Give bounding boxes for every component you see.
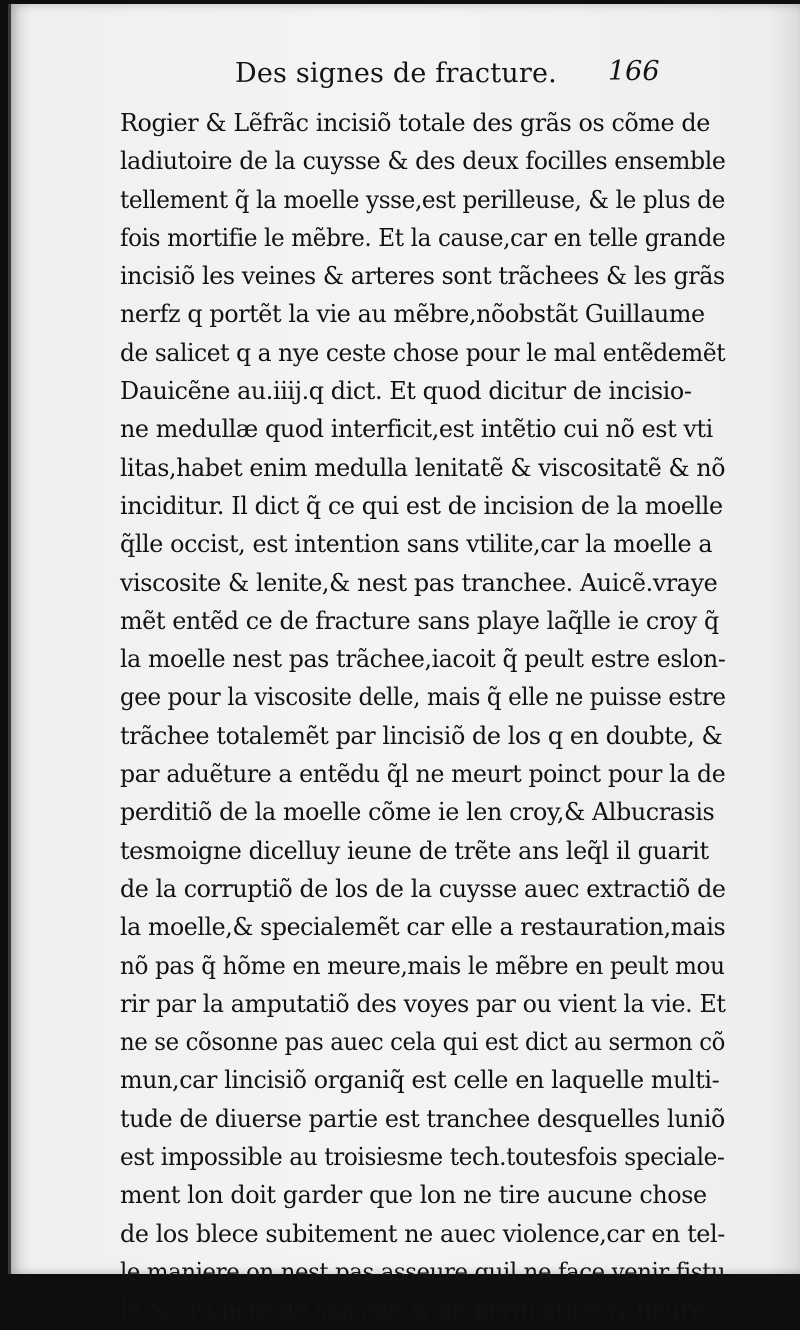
text-line: Rogier & Lẽfrãc incisiõ totale des grãs os cõme de bbox=[120, 109, 710, 137]
text-line: tude de diuerse partie est tranchee desquelles luniõ bbox=[120, 1104, 725, 1133]
text-line: perditiõ de la moelle cõme ie len croy,& Albucrasis bbox=[120, 798, 715, 827]
text-line: tesmoigne dicelluy ieune de trẽte ans leq̃l il guarit bbox=[120, 836, 709, 865]
text-line: incisiõ les veines & arteres sont trãchees & les grãs bbox=[120, 262, 725, 291]
text-line: de salicet q a nye ceste chose pour le mal entẽdemẽt bbox=[120, 338, 726, 367]
text-line: le & craincte de spasme & de permixtion & fieure bbox=[120, 1296, 705, 1325]
text-line: tellement q̃ la moelle ysse,est perilleuse, & le plus de bbox=[120, 185, 725, 214]
text-line: mun,car lincisiõ organiq̃ est celle en laquelle multi- bbox=[120, 1066, 720, 1095]
text-line: inciditur. Il dict q̃ ce qui est de incision de la moelle bbox=[120, 491, 723, 520]
text-line: par aduẽture a entẽdu q̃l ne meurt poinct pour la de bbox=[120, 760, 726, 789]
text-line: ne medullæ quod interficit,est intẽtio cui nõ est vti bbox=[120, 415, 713, 444]
text-line: ne se cõsonne pas auec cela qui est dict au sermon cõ bbox=[120, 1028, 725, 1057]
running-title: Des signes de fracture. bbox=[235, 58, 557, 89]
text-line: la moelle nest pas trãchee,iacoit q̃ peult estre eslon- bbox=[120, 645, 726, 674]
text-line: fois mortifie le mẽbre. Et la cause,car en telle grande bbox=[120, 223, 726, 252]
text-line: nõ pas q̃ hõme en meure,mais le mẽbre en peult mou bbox=[120, 951, 725, 980]
text-line: nerfz q portẽt la vie au mẽbre,nõobstãt Guillaume bbox=[120, 300, 705, 329]
text-line: trãchee totalemẽt par lincisiõ de los q en doubte, & bbox=[120, 721, 723, 750]
text-line: Dauicẽne au.iiij.q dict. Et quod dicitur de incisio- bbox=[120, 377, 692, 406]
text-line: litas,habet enim medulla lenitatẽ & viscositatẽ & nõ bbox=[120, 453, 726, 482]
text-line: q̃lle occist, est intention sans vtilite,car la moelle a bbox=[120, 530, 713, 559]
page-number: 166 bbox=[608, 56, 660, 87]
text-line: le maniere on nest pas asseure quil ne face venir fistu bbox=[120, 1257, 726, 1286]
text-line: ladiutoire de la cuysse & des deux focilles ensemble bbox=[120, 147, 726, 176]
text-line: est impossible au troisiesme tech.toutesfois speciale- bbox=[120, 1143, 725, 1172]
book-page bbox=[8, 4, 800, 1325]
text-line: gee pour la viscosite delle, mais q̃ elle ne puisse estre bbox=[120, 683, 726, 712]
body-text bbox=[120, 104, 730, 1330]
text-line: ment lon doit garder que lon ne tire aucune chose bbox=[120, 1181, 707, 1210]
text-line: de los blece subitement ne auec violence,car en tel- bbox=[120, 1219, 725, 1248]
text-line: la moelle,& specialemẽt car elle a restauration,mais bbox=[120, 913, 726, 942]
text-line: mẽt entẽd ce de fracture sans playe laq̃lle ie croy q̃ bbox=[120, 606, 719, 635]
text-line: viscosite & lenite,& nest pas tranchee. Auicẽ.vraye bbox=[120, 568, 718, 597]
text-line: rir par la amputatiõ des voyes par ou vient la vie. Et bbox=[120, 989, 726, 1018]
text-line: de la corruptiõ de los de la cuysse auec extractiõ de bbox=[120, 874, 726, 903]
